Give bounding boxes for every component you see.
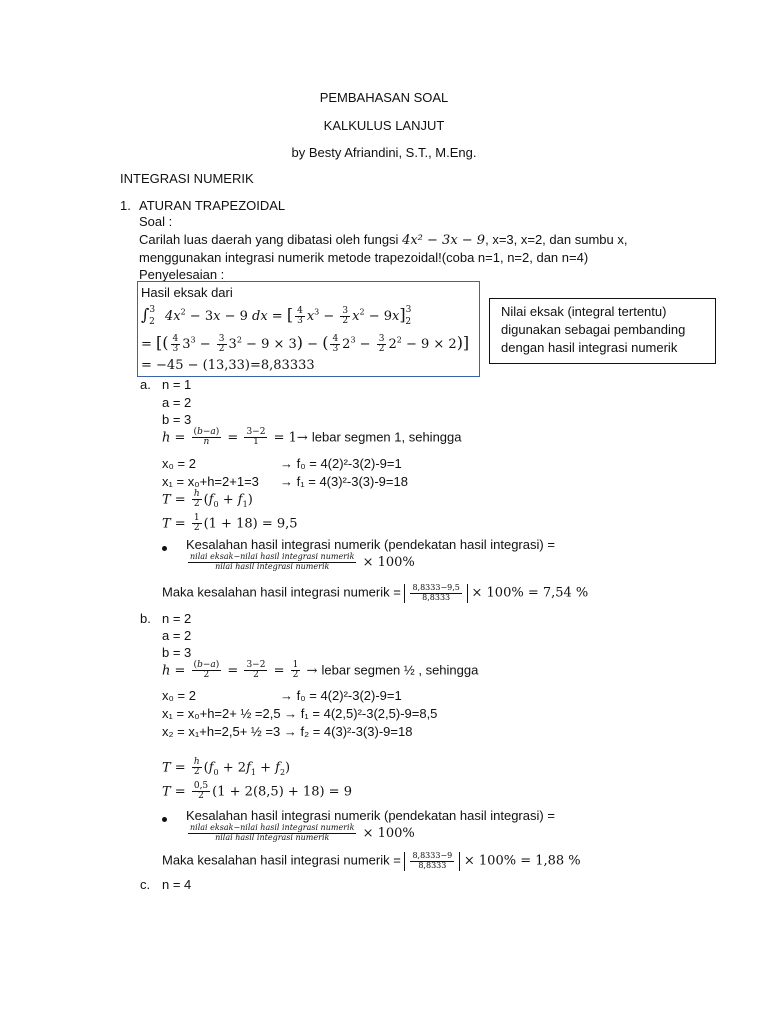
part-a-T-result: T = $\frac{1}{2}$ (1 + 18) = 9,5: [162, 513, 298, 534]
part-a-conclusion: Maka kesalahan hasil integrasi numerik = $\frac{8,8333-9,5}{8,8333}$ × 100% = 7,54 %: [162, 583, 589, 602]
doc-title: PEMBAHASAN SOAL: [319, 90, 449, 105]
doc-author: by Besty Afriandini, S.T., M.Eng.: [291, 145, 477, 160]
part-b-x1: x₁ = x₀+h=2+ ½ =2,5 → f₁ = 4(2,5)²-3(2,5)-9=8,5: [162, 706, 438, 721]
soal-line-1: Carilah luas daerah yang dibatasi oleh fungsi 4x² − 3x − 9, x=3, x=2, dan sumbu x,: [139, 232, 628, 248]
soal-line-2: menggunakan integrasi numerik metode trapezoidal!(coba n=1, n=2, dan n=4): [139, 250, 589, 265]
part-b-a: a = 2: [162, 628, 192, 643]
bullet-icon: [162, 817, 167, 822]
note-line-3: dengan hasil integrasi numerik: [501, 340, 678, 355]
part-a-n: n = 1: [162, 377, 192, 392]
part-a-b: b = 3: [162, 412, 192, 427]
part-b-label: b.: [140, 611, 151, 626]
exact-substitution-line: = [( $\frac{4}{3}$ $3^3$ − $\frac{3}{2}$ $3^2 - 9 \times 3$) − ( $\frac{4}{3}$ $2^3$ − $\frac{3}{2}$ $2^2 - 9 \times 2$)]: [141, 333, 470, 354]
part-b-bullet: [162, 811, 167, 826]
part-a-error-text: Kesalahan hasil integrasi numerik (pendekatan hasil integrasi) =: [186, 537, 555, 552]
section-title: INTEGRASI NUMERIK: [120, 171, 254, 186]
part-b-n: n = 2: [162, 611, 192, 626]
part-a-x1-f: → f₁ = 4(3)²-3(3)-9=18: [280, 474, 408, 489]
item-number: 1.: [120, 198, 131, 213]
part-b-error-text: Kesalahan hasil integrasi numerik (pendekatan hasil integrasi) =: [186, 808, 555, 823]
soal-label: Soal :: [139, 214, 173, 229]
part-b-b: b = 3: [162, 645, 192, 660]
note-line-1: Nilai eksak (integral tertentu): [501, 304, 667, 319]
part-b-T-formula: T = $\frac{h}{2}$ $(f_0 + 2f_1 + f_2)$: [162, 757, 291, 778]
exact-result-line: = −45 − (13,33)=8,83333: [141, 358, 315, 373]
part-b-x0: x₀ = 2: [162, 688, 196, 703]
part-a-label: a.: [140, 377, 151, 392]
part-a-h-formula: h = $\frac{(b-a)}{n}$ = $\frac{3-2}{1}$ = 1→ lebar segmen 1, sehingga: [162, 427, 462, 448]
part-b-T-result: T = $\frac{0,5}{2}$ (1 + 2(8,5) + 18) = 9: [162, 781, 352, 802]
penyelesaian-label: Penyelesaian :: [139, 267, 225, 282]
part-c-n: n = 4: [162, 877, 192, 892]
soal-function: 4x² − 3x − 9: [402, 233, 486, 248]
bullet-icon: [162, 546, 167, 551]
part-b-x2: x₂ = x₁+h=2,5+ ½ =3 → f₂ = 4(3)²-3(3)-9=18: [162, 724, 413, 739]
part-a-T-formula: T = $\frac{h}{2}$ $(f_0 + f_1)$: [162, 489, 253, 510]
part-a-error-formula: $\frac{\text{nilai eksak−nilai hasil integrasi numerik}}{\text{nilai hasil integrasi numerik}}$ × 100%: [190, 552, 415, 571]
part-b-conclusion: Maka kesalahan hasil integrasi numerik = $\frac{8,8333-9}{8,8333}$ × 100% = 1,88 %: [162, 851, 581, 870]
part-a-a: a = 2: [162, 395, 192, 410]
part-b-h-formula: h = $\frac{(b-a)}{2}$ = $\frac{3-2}{2}$ = $\frac{1}{2}$ → lebar segmen ½ , sehingga: [162, 660, 479, 681]
exact-heading: Hasil eksak dari: [141, 285, 233, 300]
doc-subtitle: KALKULUS LANJUT: [323, 118, 445, 133]
part-b-x0-f: → f₀ = 4(2)²-3(2)-9=1: [280, 688, 402, 703]
part-a-x0: x₀ = 2: [162, 456, 196, 471]
exact-integral-line: ∫$^3_2$ $4x^2 - 3x - 9$ dx = [ $\frac{4}{3}$ $x^3$ − $\frac{3}{2}$ $x^2 - 9x]^3_2$: [141, 305, 412, 327]
part-b-error-formula: $\frac{\text{nilai eksak−nilai hasil integrasi numerik}}{\text{nilai hasil integrasi numerik}}$ × 100%: [190, 823, 415, 842]
part-c-label: c.: [140, 877, 151, 892]
part-a-bullet: [162, 540, 167, 555]
item-title: ATURAN TRAPEZOIDAL: [139, 198, 286, 213]
note-line-2: digunakan sebagai pembanding: [501, 322, 686, 337]
part-a-x1: x₁ = x₀+h=2+1=3: [162, 474, 259, 489]
part-a-x0-f: → f₀ = 4(2)²-3(2)-9=1: [280, 456, 402, 471]
